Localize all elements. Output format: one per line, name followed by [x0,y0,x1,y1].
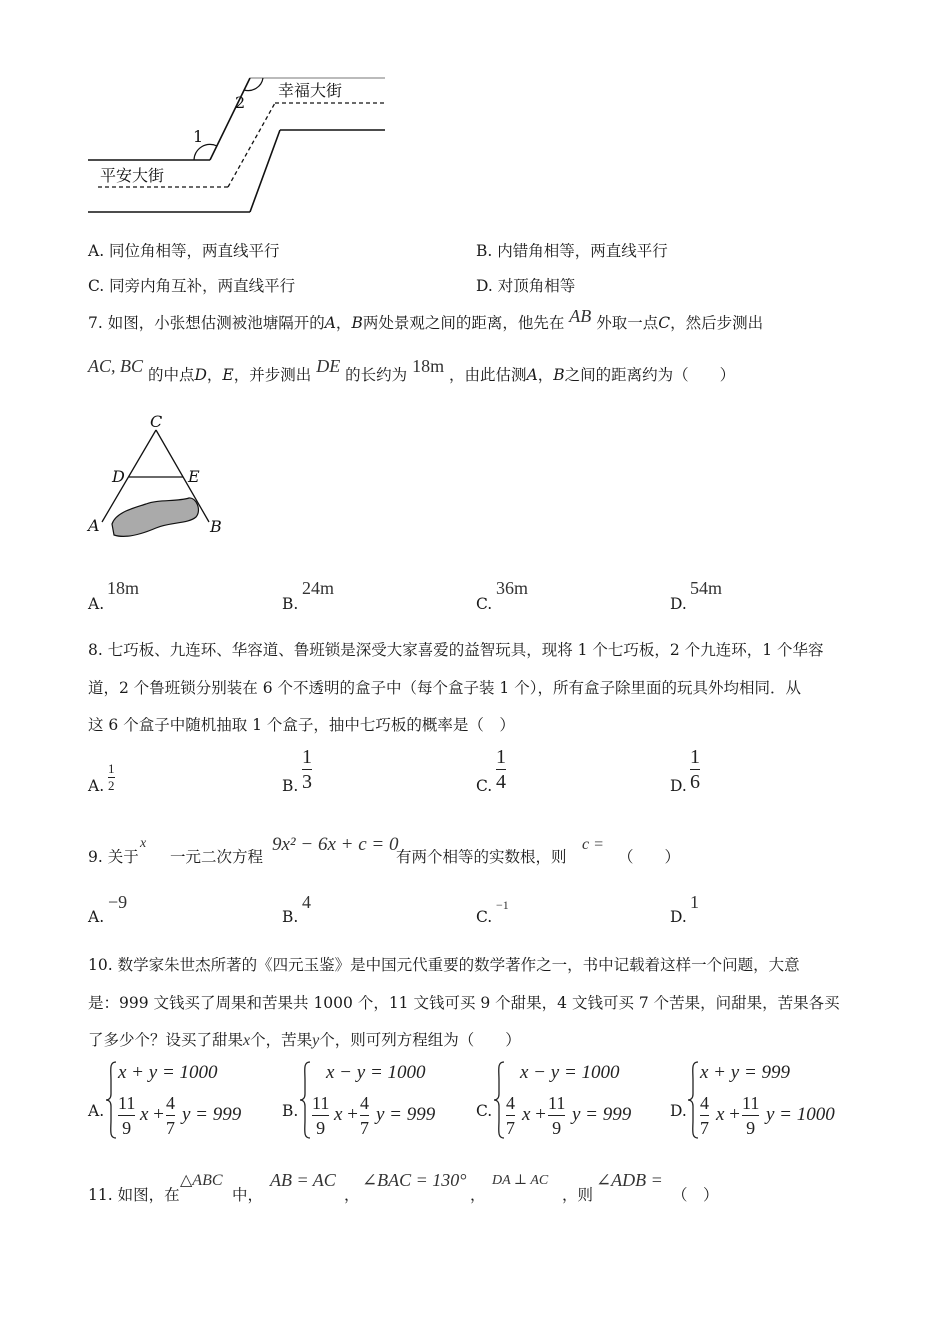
q7-stem-line1: 7. 如图，小张想估测被池塘隔开的A，B两处景观之间的距离，他先在 AB 外取一点C，然后步测出 [88,306,764,332]
q10-stem-line2: 是：999 文钱买了周果和苦果共 1000 个，11 文钱可买 9 个甜果，4 文钱可买 7 个苦果，问甜果，苦果各买 [88,994,840,1012]
q11-condition-2: ∠BAC = 130° [362,1170,467,1190]
q9-equation: 9x² − 6x + c = 0 [272,834,399,855]
q8-option-b-letter[interactable]: B. [282,777,299,795]
pond-shape [112,498,198,536]
q9-option-a-value: −9 [108,892,128,912]
q9-option-c-value: −1 [496,898,509,912]
angle-1-label: 1 [193,127,204,146]
q6-option-d[interactable]: D. 对顶角相等 [476,277,576,295]
q9-c-equals: c = [582,836,604,853]
q9-option-c-letter[interactable]: C. [476,908,493,926]
q8-option-d-letter[interactable]: D. [670,777,687,795]
q11-zhong: 中， [232,1186,264,1204]
q10-option-a-coef1: 11 9 [118,1093,136,1138]
q10-option-b-letter[interactable]: B. [282,1102,299,1120]
q10-option-a-xplus: x + [140,1104,164,1125]
q9-suffix: 有两个相等的实数根，则 [396,848,567,866]
q10-option-b-eq1: x − y = 1000 [326,1062,426,1083]
q8-option-a-letter[interactable]: A. [88,777,105,795]
q6-option-a[interactable]: A. 同位角相等，两直线平行 [88,242,280,260]
q7-option-c-value: 36m [496,578,529,598]
q11-comma-3: ，则 [562,1186,594,1204]
q9-option-d-letter[interactable]: D. [670,908,687,926]
q11-paren: （ ） [672,1186,719,1204]
q11-triangle: △ABC [180,1172,223,1189]
q9-paren: （ ） [618,848,681,866]
q11-condition-1: AB = AC [270,1170,336,1190]
q10-option-b-xplus: x + [334,1104,358,1125]
q9-option-d-value: 1 [690,892,699,912]
point-b-label: B [210,517,222,536]
q10-option-d-brace [686,1060,700,1140]
q8-option-b-fraction: 1 3 [302,746,312,793]
q8-option-a-fraction: 1 2 [108,761,115,793]
q10-stem-line3: 了多少个？设买了甜果x个，苦果y个，则可列方程组为（ ） [88,1031,521,1049]
q10-stem-line1: 10. 数学家朱世杰所著的《四元玉鉴》是中国元代重要的数学著作之一，书中记载着这样一个问题，大意 [88,956,800,974]
q10-option-d-coef1: 4 7 [700,1093,709,1138]
street-top-label: 幸福大街 [278,81,343,100]
q10-option-d-xplus: x + [716,1104,740,1125]
q10-option-c-coef1: 4 7 [506,1093,515,1138]
q10-option-a-brace [104,1060,118,1140]
point-c-label: C [150,412,163,431]
q10-option-b-coef2: 4 7 [360,1093,369,1138]
q6-option-c[interactable]: C. 同旁内角互补，两直线平行 [88,277,296,295]
q10-option-b-brace [298,1060,312,1140]
q11-question: ∠ADB = [596,1170,663,1190]
q7-option-b-value: 24m [302,578,335,598]
road-right-edge-slope [250,130,280,212]
q7-option-d-letter[interactable]: D. [670,595,687,613]
angle-2-label: 2 [235,93,246,112]
q10-option-c-brace [492,1060,506,1140]
q8-option-c-fraction: 1 4 [496,746,506,793]
q8-option-c-letter[interactable]: C. [476,777,493,795]
q10-option-d-rhs: y = 1000 [766,1104,835,1125]
q11-comma-1: ， [344,1186,360,1204]
q10-option-a-letter[interactable]: A. [88,1102,105,1120]
q10-option-c-letter[interactable]: C. [476,1102,493,1120]
q9-mid-text: 一元二次方程 [170,848,264,866]
q8-stem-line2: 道，2 个鲁班锁分别装在 6 个不透明的盒子中（每个盒子装 1 个），所有盒子除里面的玩具外均相同．从 [88,679,801,697]
q10-option-d-coef2: 11 9 [742,1093,760,1138]
q11-condition-3: DA ⊥ AC [492,1173,549,1188]
q10-option-c-rhs: y = 999 [572,1104,632,1125]
street-figure [80,70,400,220]
q7-option-c-letter[interactable]: C. [476,595,493,613]
q9-option-a-letter[interactable]: A. [88,908,105,926]
middle-dashed-slope [228,103,275,187]
q7-option-b-letter[interactable]: B. [282,595,299,613]
q10-option-c-eq1: x − y = 1000 [520,1062,620,1083]
pond-triangle-figure [84,412,234,542]
q8-stem-line3: 这 6 个盒子中随机抽取 1 个盒子，抽中七巧板的概率是（ ） [88,716,515,734]
q11-prefix: 11. 如图，在 [88,1186,180,1204]
q10-option-b-coef1: 11 9 [312,1093,330,1138]
q9-option-b-value: 4 [302,892,311,912]
q7-option-a-value: 18m [107,578,140,598]
street-bottom-label: 平安大街 [100,166,165,185]
q10-option-a-rhs: y = 999 [182,1104,242,1125]
q11-comma-2: ， [470,1186,486,1204]
q10-option-d-eq1: x + y = 999 [700,1062,791,1083]
q6-option-b[interactable]: B. 内错角相等，两直线平行 [476,242,668,260]
q9-option-b-letter[interactable]: B. [282,908,299,926]
q10-option-c-coef2: 11 9 [548,1093,566,1138]
q7-stem-line2: AC, BC 的中点D，E，并步测出 DE 的长约为 18m ，由此估测A，B之间的距离约为（ ） [88,356,736,384]
q10-option-d-letter[interactable]: D. [670,1102,687,1120]
q8-stem-line1: 8. 七巧板、九连环、华容道、鲁班锁是深受大家喜爱的益智玩具，现将 1 个七巧板，2 个九连环，1 个华容 [88,641,824,659]
point-d-label: D [112,467,125,486]
q10-option-c-xplus: x + [522,1104,546,1125]
q9-variable-x: x [140,836,147,851]
q7-option-a-letter[interactable]: A. [88,595,105,613]
point-e-label: E [188,467,200,486]
q10-option-a-eq1: x + y = 1000 [118,1062,218,1083]
q7-option-d-value: 54m [690,578,723,598]
q8-option-d-fraction: 1 6 [690,746,700,793]
q10-option-a-coef2: 4 7 [166,1093,175,1138]
q9-prefix: 9. 关于 [88,848,139,866]
q10-option-b-rhs: y = 999 [376,1104,436,1125]
point-a-label: A [88,516,100,535]
